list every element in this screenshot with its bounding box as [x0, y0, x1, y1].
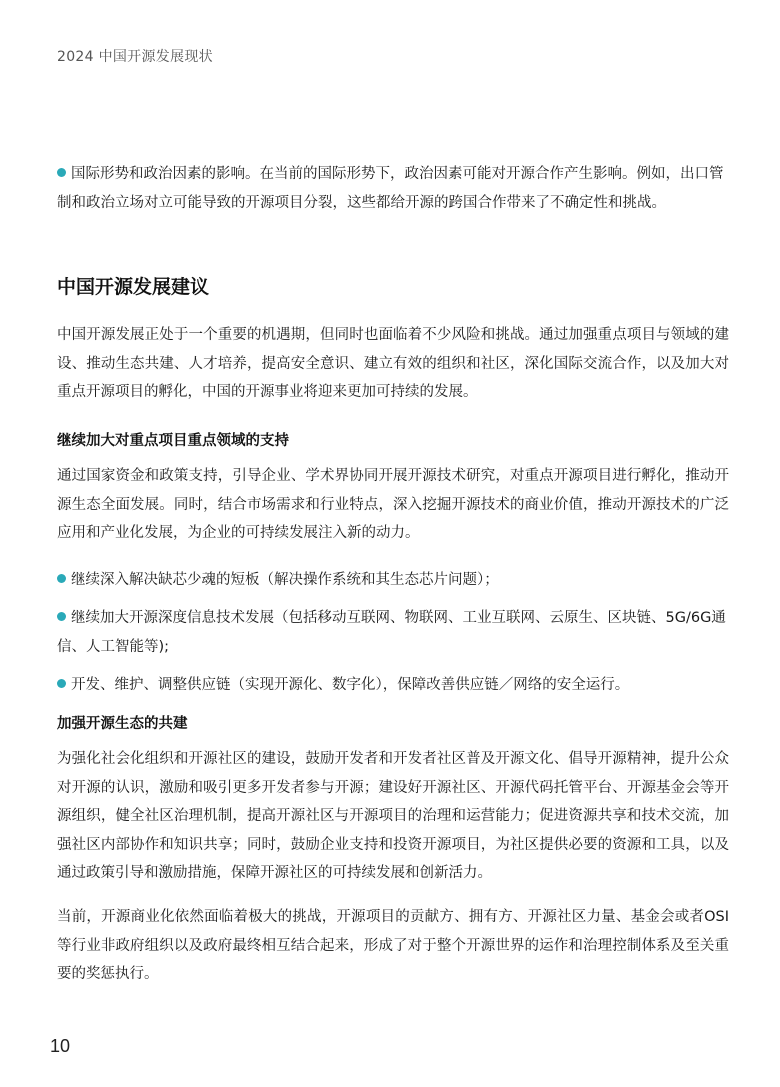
subsection-paragraph — [57, 903, 729, 989]
bullet-dot-icon — [57, 679, 66, 688]
bullet-dot-icon — [57, 574, 66, 583]
bullet-text: 国际形势和政治因素的影响。在当前的国际形势下，政治因素可能对开源合作产生影响。例如，出口管制和政治立场对立可能导致的开源项目分裂，这些都给开源的跨国合作带来了不确定性和挑战。 — [57, 166, 724, 211]
page-number: 10 — [50, 1036, 71, 1056]
running-header: 2024 中国开源发展现状 — [57, 49, 213, 65]
paragraph: 为强化社会化组织和开源社区的建设，鼓励开发者和开发者社区普及开源文化、倡导开源精神，提升公众对开源的认识，激励和吸引更多开发者参与开源；建设好开源社区、开源代码托管平台、开源基金会等开源组织，健全社区治理机制，提高开源社区与开源项目的治理和运营能力；促进资源共享和技术交流，加强社区内部协作和知识共享；同时，鼓励企业支持和投资开源项目，为社区提供必要的资源和工具，以及通过政策引导和激励措施，保障开源社区的可持续发展和创新活力。 — [57, 751, 729, 881]
subsection-paragraph — [57, 462, 729, 548]
subsection-title: 加强开源生态的共建 — [57, 716, 188, 732]
paragraph: 通过国家资金和政策支持，引导企业、学术界协同开展开源技术研究，对重点开源项目进行孵化，推动开源生态全面发展。同时，结合市场需求和行业特点，深入挖掘开源技术的商业价值，推动开源技术的广泛应用和产业化发展，为企业的可持续发展注入新的动力。 — [57, 468, 729, 541]
subsection-heading — [57, 712, 729, 733]
bullet-dot-icon — [57, 612, 66, 621]
bullet-dot-icon — [57, 168, 66, 177]
bullet-text: 开发、维护、调整供应链（实现开源化、数字化），保障改善供应链／网络的安全运行。 — [71, 677, 630, 693]
section-title: 中国开源发展建议 — [57, 276, 210, 298]
bullet-item — [57, 671, 729, 700]
bullet-text: 继续加大开源深度信息技术发展（包括移动互联网、物联网、工业互联网、云原生、区块链、5G/6G通信、人工智能等); — [57, 610, 726, 655]
paragraph: 中国开源发展正处于一个重要的机遇期，但同时也面临着不少风险和挑战。通过加强重点项目与领域的建设、推动生态共建、人才培养，提高安全意识、建立有效的组织和社区，深化国际交流合作，以及加大对重点开源项目的孵化，中国的开源事业将迎来更加可持续的发展。 — [57, 327, 729, 400]
bullet-text: 继续深入解决缺芯少魂的短板（解决操作系统和其生态芯片问题）； — [71, 572, 499, 588]
subsection-paragraph — [57, 745, 729, 888]
subsection-heading — [57, 429, 729, 450]
bullet-item — [57, 566, 729, 595]
bullet-item — [57, 160, 729, 217]
section-intro — [57, 321, 729, 407]
subsection-title: 继续加大对重点项目重点领域的支持 — [57, 433, 289, 449]
bullet-item — [57, 604, 729, 661]
section-heading — [57, 272, 729, 299]
paragraph: 当前，开源商业化依然面临着极大的挑战，开源项目的贡献方、拥有方、开源社区力量、基金会或者OSI等行业非政府组织以及政府最终相互结合起来，形成了对于整个开源世界的运作和治理控制体系及至关重要的奖惩执行。 — [57, 909, 729, 982]
